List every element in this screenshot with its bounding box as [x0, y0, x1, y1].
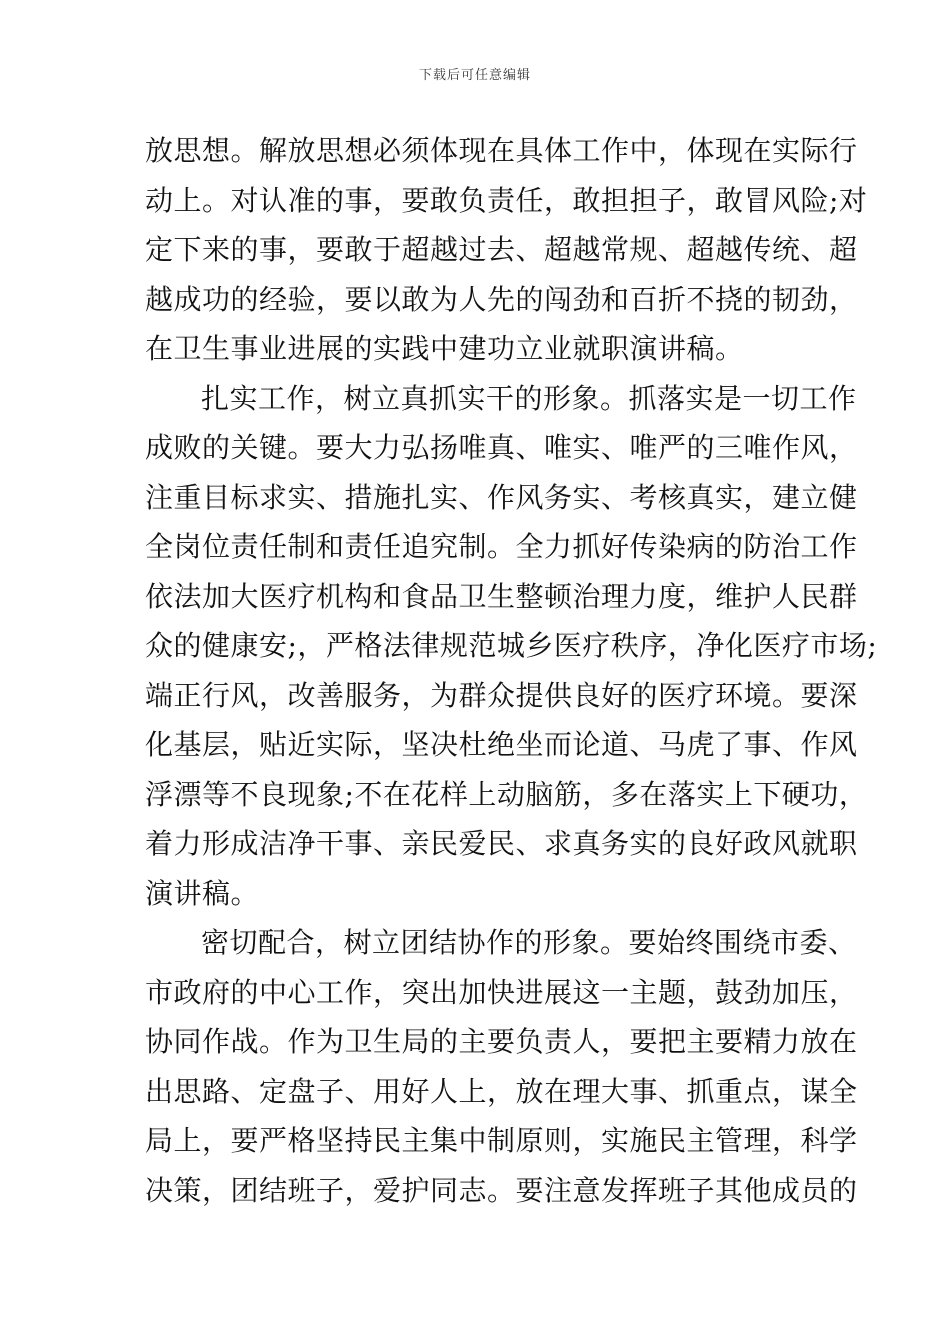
- text-line: 端正行风，改善服务，为群众提供良好的医疗环境。要深: [145, 678, 858, 712]
- text-line: 化基层，贴近实际，坚决杜绝坐而论道、马虎了事、作风: [145, 728, 858, 761]
- text-line: 注重目标求实、措施扎实、作风务实、考核真实，建立健: [145, 480, 858, 514]
- text-line: 越成功的经验，要以敢为人先的闯劲和百折不挠的韧劲，: [145, 282, 858, 316]
- text-line: 成败的关键。要大力弘扬唯真、唯实、唯严的三唯作风，: [145, 431, 858, 464]
- paragraph-start-line: 扎实工作，树立真抓实干的形象。抓落实是一切工作: [201, 381, 857, 415]
- text-line: 决策，团结班子，爱护同志。要注意发挥班子其他成员的: [145, 1173, 858, 1207]
- document-body: [145, 126, 878, 1215]
- text-line: 市政府的中心工作，突出加快进展这一主题，鼓劲加压，: [145, 975, 858, 1009]
- text-line: 依法加大医疗机构和食品卫生整顿治理力度，维护人民群: [145, 579, 858, 613]
- paragraph-start-line: 密切配合，树立团结协作的形象。要始终围绕市委、: [201, 926, 857, 959]
- text-line: 出思路、定盘子、用好人上，放在理大事、抓重点，谋全: [145, 1074, 858, 1108]
- text-line: 着力形成洁净干事、亲民爱民、求真务实的良好政风就职: [145, 827, 858, 860]
- text-line: 浮漂等不良现象;不在花样上动脑筋，多在落实上下硬功，: [145, 777, 868, 811]
- text-line: 定下来的事，要敢于超越过去、超越常规、超越传统、超: [145, 233, 858, 266]
- text-line: 演讲稿。: [145, 876, 260, 910]
- page-header: 下载后可任意编辑: [418, 68, 531, 83]
- text-line: 在卫生事业进展的实践中建功立业就职演讲稿。: [145, 332, 744, 365]
- text-line: 众的健康安;，严格法律规范城乡医疗秩序，净化医疗市场;: [145, 629, 878, 662]
- text-line: 全岗位责任制和责任追究制。全力抓好传染病的防治工作: [145, 530, 858, 563]
- text-line: 协同作战。作为卫生局的主要负责人，要把主要精力放在: [145, 1025, 858, 1058]
- text-line: 局上，要严格坚持民主集中制原则，实施民主管理，科学: [145, 1124, 858, 1157]
- text-line: 动上。对认准的事，要敢负责任，敢担担子，敢冒风险;对: [145, 183, 868, 217]
- text-line: 放思想。解放思想必须体现在具体工作中，体现在实际行: [145, 134, 858, 167]
